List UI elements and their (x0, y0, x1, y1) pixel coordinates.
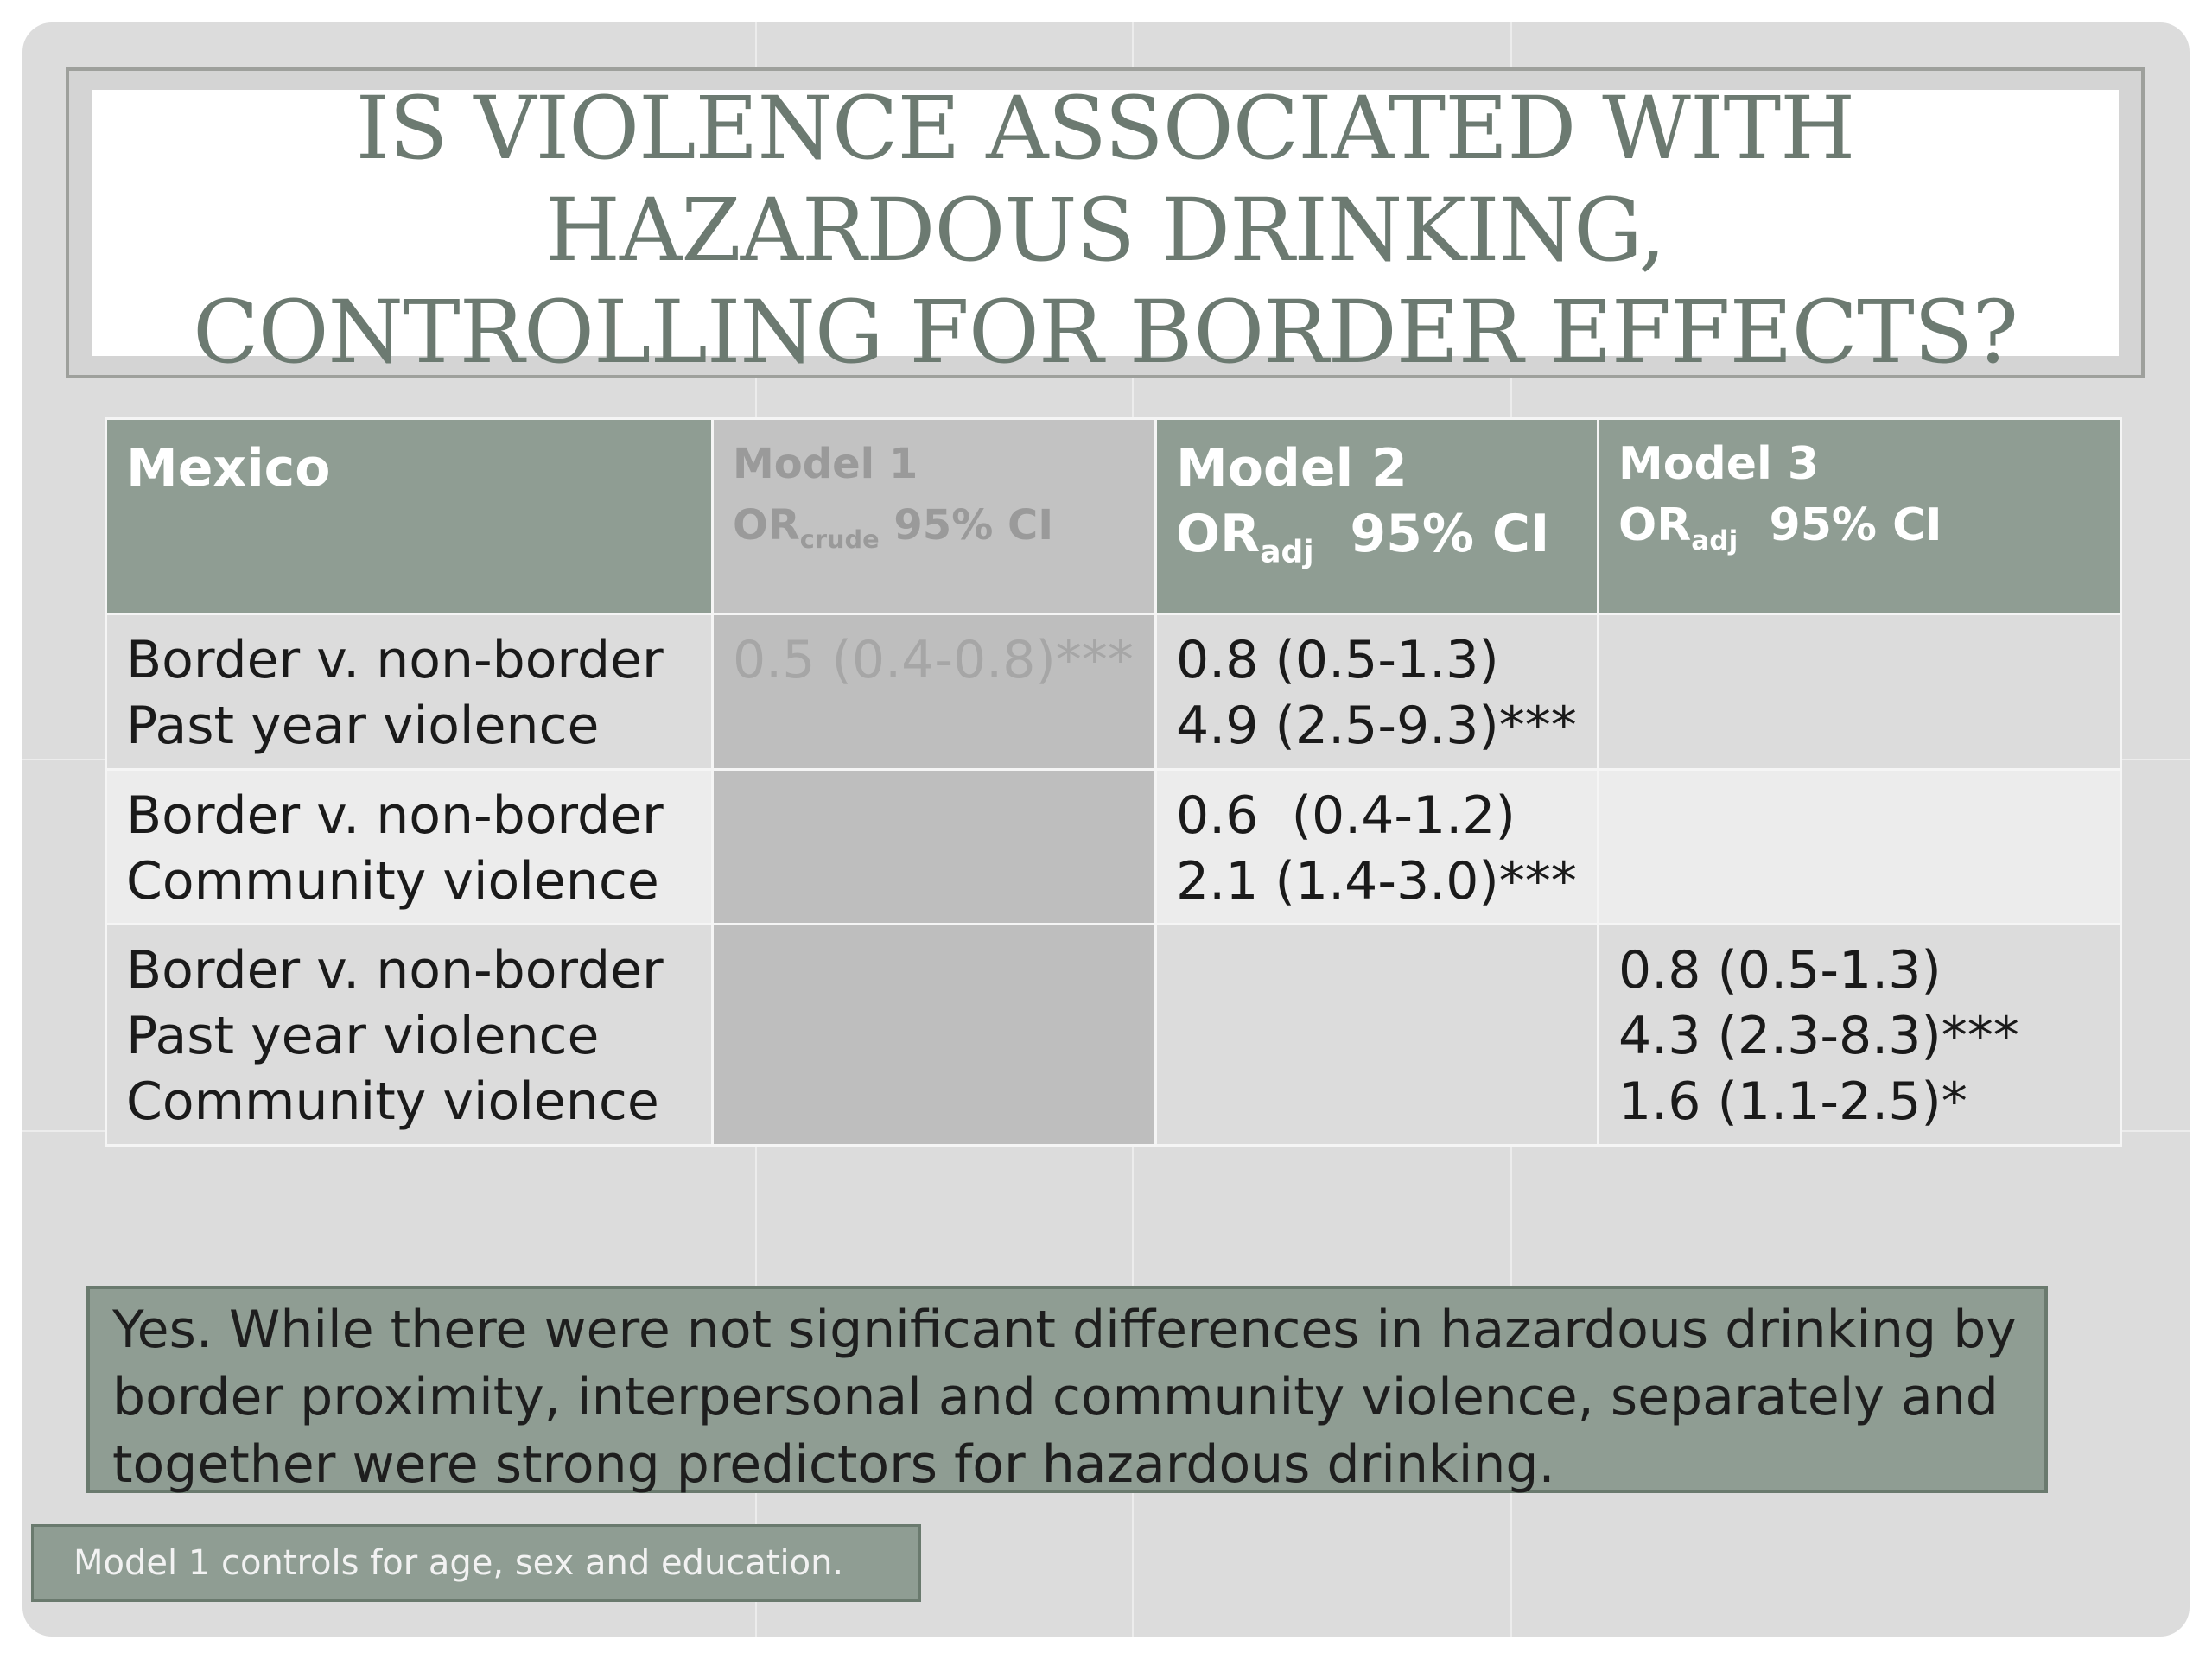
table-row (106, 614, 2121, 770)
header-model-1: Model 1 $OR_{crude}$ 95% CI (713, 419, 1156, 614)
header-model-2: Model 2 $OR_{adj}$ 95% CI (1156, 419, 1599, 614)
title-panel (92, 78, 2119, 383)
model-3-cell (1599, 614, 2121, 770)
model-3-cell (1599, 770, 2121, 925)
conclusion-box (86, 1286, 2048, 1493)
model-2-cell (1156, 925, 1599, 1146)
model-2-cell: 0.6 (0.4-1.2) 2.1 (1.4-3.0)*** (1156, 770, 1599, 925)
model-3-cell: 0.8 (0.5-1.3) 4.3 (2.3-8.3)*** 1.6 (1.1-2.5)* (1599, 925, 2121, 1146)
model-1-cell (713, 770, 1156, 925)
header-model-3: Model 3 $OR_{adj}$ 95% CI (1599, 419, 2121, 614)
row-label-cell: Border v. non-border Past year violence (106, 614, 713, 770)
title-frame (66, 67, 2145, 383)
header-mexico: Mexico (106, 419, 713, 614)
row-label-cell: Border v. non-border Past year violence Community violence (106, 925, 713, 1146)
model-1-cell (713, 925, 1156, 1146)
row-label-cell: Border v. non-border Community violence (106, 770, 713, 925)
table-row (106, 925, 2121, 1146)
table-row (106, 770, 2121, 925)
results-table (105, 417, 2122, 1147)
footnote-box (31, 1524, 921, 1602)
conclusion-text: Yes. While there were not significant differences in hazardous drinking by border proximity, interpersonal and community violence, separately and together were strong predictors for hazardous drinking. (112, 1300, 2017, 1495)
footnote-text: Model 1 controls for age, sex and education. (73, 1543, 844, 1583)
table-header-row (106, 419, 2121, 614)
model-2-cell: 0.8 (0.5-1.3) 4.9 (2.5-9.3)*** (1156, 614, 1599, 770)
model-1-cell: 0.5 (0.4-0.8)*** (713, 614, 1156, 770)
slide-title: IS VIOLENCE ASSOCIATED WITH HAZARDOUS DRINKING, CONTROLLING FOR BORDER EFFECTS? (193, 78, 2018, 383)
